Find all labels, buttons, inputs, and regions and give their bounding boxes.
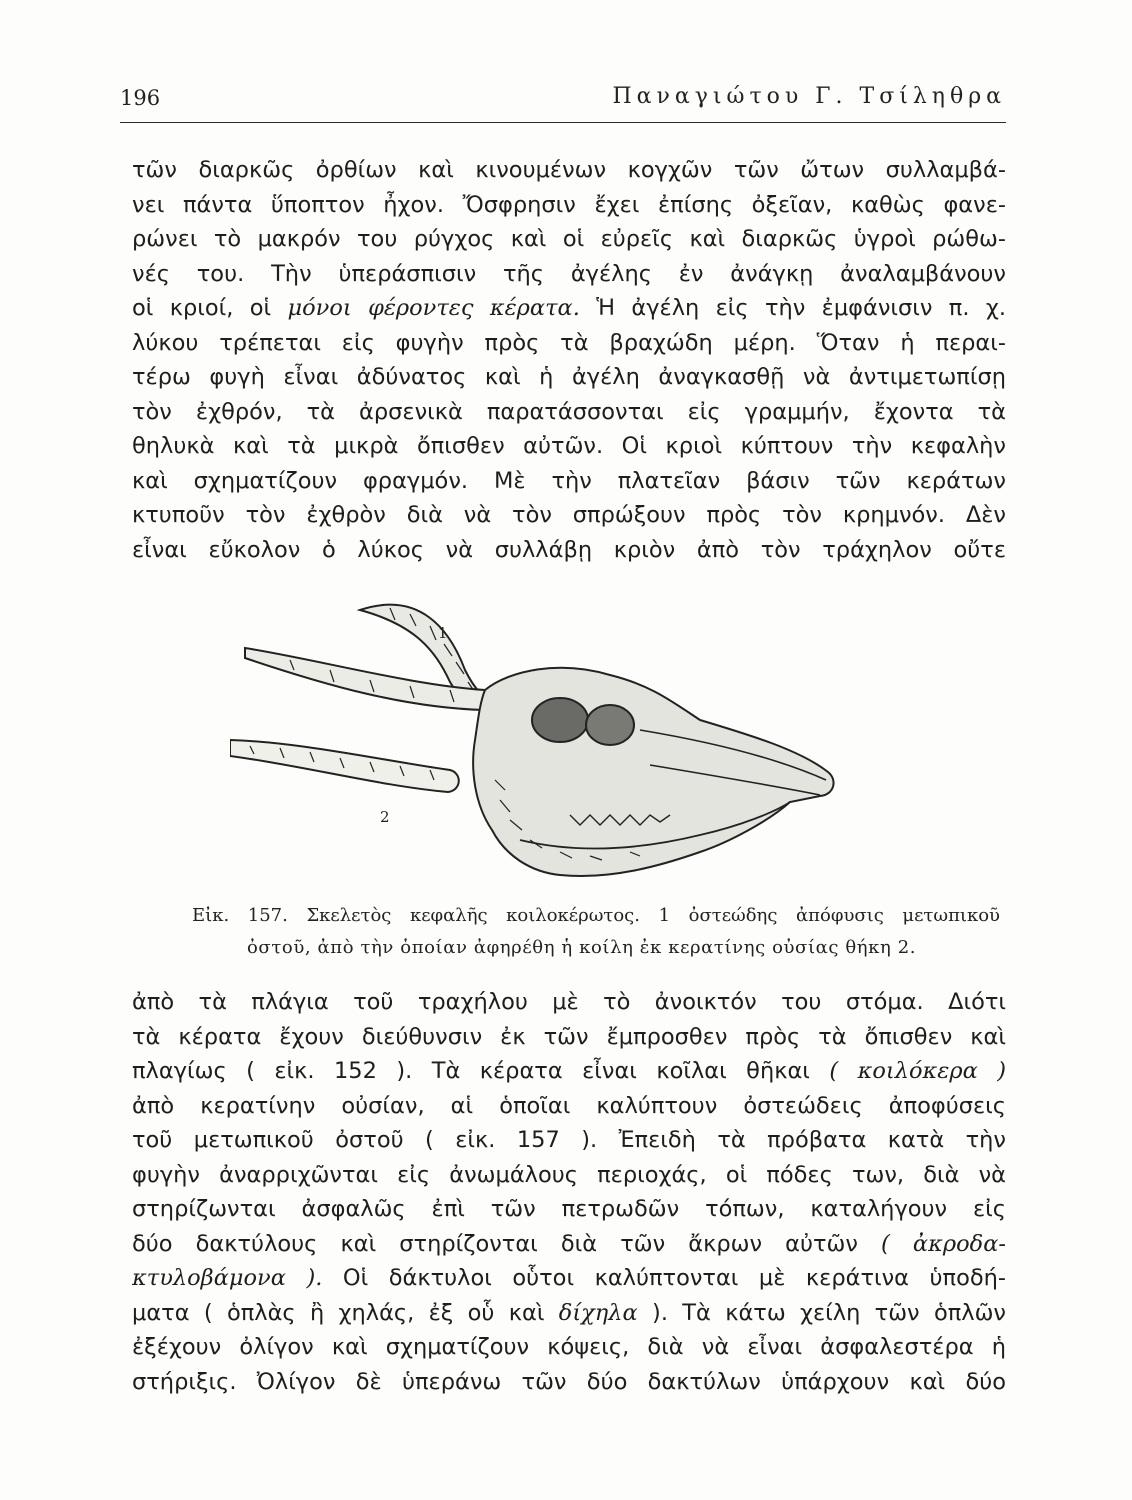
page-number: 196 xyxy=(120,86,161,110)
text-line: στήριξις. Ὀλίγον δὲ ὑπεράνω τῶν δύο δακτύλων ὑπάρχουν καὶ δύο xyxy=(132,1368,1006,1395)
text-line: ἀπὸ κερατίνην οὐσίαν, αἱ ὁποῖαι καλύπτουν ὀστεώδεις ἀποφύσεις xyxy=(132,1092,1006,1119)
text-segment: Οἱ δάκτυλοι οὗτοι καλύπτονται μὲ κεράτινα ὑποδή- xyxy=(322,1265,1006,1291)
orbit xyxy=(586,705,634,745)
text-line: ἀπὸ τὰ πλάγια τοῦ τραχήλου μὲ τὸ ἀνοικτόν του στόμα. Διότι xyxy=(132,989,1006,1015)
text-line: τὸν ἐχθρόν, τὰ ἀρσενικὰ παρατάσσονται εἰς γραμμήν, ἔχοντα τὰ xyxy=(132,398,1006,425)
text-line: τέρω φυγὴ εἶναι ἀδύνατος καὶ ἡ ἀγέλη ἀναγκασθῇ νὰ ἀντιμετωπίσῃ xyxy=(132,364,1006,390)
figure-caption xyxy=(192,900,1000,964)
text-line: λύκου τρέπεται εἰς φυγὴν πρὸς τὰ βραχώδη μέρη. Ὅταν ἡ περαι- xyxy=(132,329,1006,356)
text-line: κτυποῦν τὸν ἐχθρὸν διὰ νὰ τὸν σπρώξουν πρὸς τὸν κρημνόν. Δὲν xyxy=(132,502,1006,528)
text-segment: δύο δακτύλους καὶ στηρίζονται διὰ τῶν ἄκρων αὐτῶν xyxy=(132,1230,882,1257)
figure-label-2: 2 xyxy=(380,808,390,826)
text-line: νει πάντα ὕποπτον ἦχον. Ὄσφρησιν ἔχει ἐπίσης ὀξεῖαν, καθὼς φανε- xyxy=(132,191,1006,218)
text-line: νές του. Τὴν ὑπεράσπισιν τῆς ἀγέλης ἐν ἀνάγκῃ ἀναλαμβάνουν xyxy=(132,260,1006,287)
text-line: εἶναι εὔκολον ὁ λύκος νὰ συλλάβῃ κριὸν ἀπὸ τὸν τράχηλον οὔτε xyxy=(132,536,1006,563)
caption-line: ὀστοῦ, ἀπὸ τὴν ὁποίαν ἀφηρέθη ἡ κοίλη ἐκ κερατίνης οὐσίας θήκη 2. xyxy=(247,937,917,958)
text-segment: ματα ( ὁπλὰς ἢ χηλάς, ἐξ οὗ καὶ xyxy=(132,1299,559,1326)
paragraph-top xyxy=(132,153,1006,567)
figure-label-1: 1 xyxy=(438,624,448,642)
running-head: Παναγιώτου Γ. Τσίληθρα xyxy=(612,84,1006,109)
italic-phrase: κτυλοβάμονα ). xyxy=(132,1265,323,1291)
text-line-with-italic xyxy=(132,1296,1006,1331)
text-line-with-italic xyxy=(132,1261,1006,1296)
italic-phrase: ( ἀκροδα- xyxy=(881,1230,1006,1257)
text-line: στηρίζωνται ἀσφαλῶς ἐπὶ τῶν πετρωδῶν τόπων, καταλήγουν εἰς xyxy=(132,1196,1006,1222)
text-line-with-italic xyxy=(132,291,1006,326)
text-line: φυγὴν ἀναρριχῶνται εἰς ἀνωμάλους περιοχάς, οἱ πόδες των, διὰ νὰ xyxy=(132,1161,1006,1188)
text-segment: οἱ κριοί, οἱ xyxy=(132,295,288,321)
text-line: τῶν διαρκῶς ὀρθίων καὶ κινουμένων κογχῶν τῶν ὤτων συλλαμβά- xyxy=(132,157,1006,183)
text-line: καὶ σχηματίζουν φραγμόν. Μὲ τὴν πλατεῖαν βάσιν τῶν κεράτων xyxy=(132,467,1006,494)
text-line: ἐξέχουν ὀλίγον καὶ σχηματίζουν κόψεις, διὰ νὰ εἶναι ἀσφαλεστέρα ἡ xyxy=(132,1334,1006,1360)
text-segment: ). Τὰ κάτω χείλη τῶν ὁπλῶν xyxy=(637,1299,1006,1326)
text-line-with-italic xyxy=(132,1227,1006,1262)
italic-phrase: μόνοι φέροντες κέρατα. xyxy=(287,295,580,321)
text-segment: πλαγίως ( εἰκ. 152 ). Τὰ κέρατα εἶναι κοῖλαι θῆκαι xyxy=(132,1058,830,1084)
text-segment: Ἡ ἀγέλη εἰς τὴν ἐμφάνισιν π. χ. xyxy=(579,295,1006,321)
italic-phrase: δίχηλα xyxy=(558,1299,638,1326)
skull-illustration xyxy=(230,590,850,890)
text-line-with-italic xyxy=(132,1054,1006,1089)
orbit xyxy=(532,698,588,742)
text-line: τοῦ μετωπικοῦ ὀστοῦ ( εἰκ. 157 ). Ἐπειδὴ τὰ πρόβατα κατὰ τὴν xyxy=(132,1127,1006,1153)
page-header xyxy=(120,82,1006,123)
text-line: ρώνει τὸ μακρόν του ρύγχος καὶ οἱ εὐρεῖς καὶ διαρκῶς ὑγροὶ ρώθω- xyxy=(132,226,1006,252)
horn-sheath xyxy=(230,740,459,792)
text-line: θηλυκὰ καὶ τὰ μικρὰ ὄπισθεν αὐτῶν. Οἱ κριοὶ κύπτουν τὴν κεφαλὴν xyxy=(132,433,1006,459)
paragraph-bottom xyxy=(132,985,1006,1399)
caption-line: Εἰκ. 157. Σκελετὸς κεφαλῆς κοιλοκέρωτος. 1 ὀστεώδης ἀπόφυσις μετωπικοῦ xyxy=(192,905,1000,926)
text-line: τὰ κέρατα ἔχουν διεύθυνσιν ἐκ τῶν ἔμπροσθεν πρὸς τὰ ὄπισθεν καὶ xyxy=(132,1023,1006,1050)
italic-phrase: ( κοιλόκερα ) xyxy=(829,1058,1006,1084)
